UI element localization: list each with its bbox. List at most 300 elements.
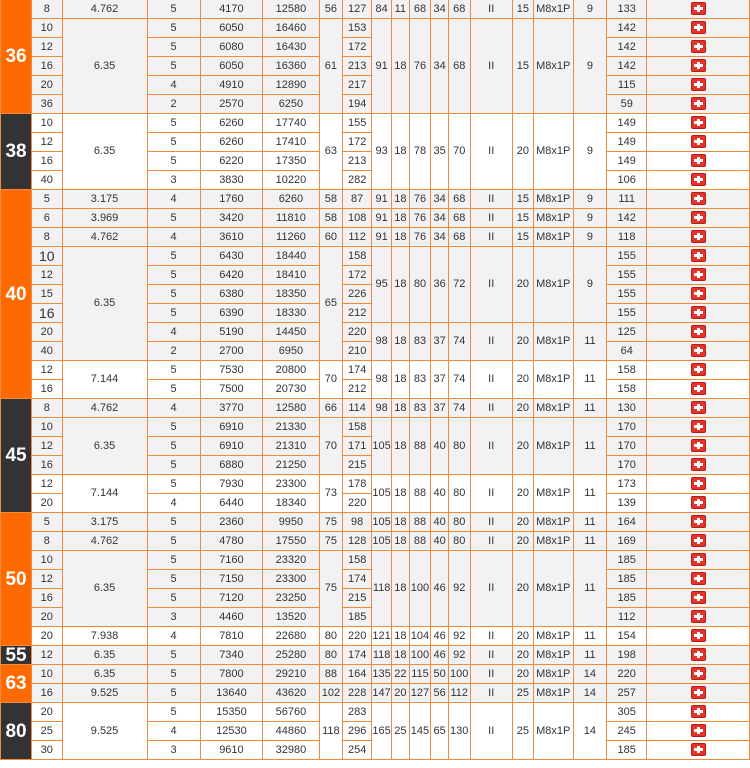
cell-c7: 102	[319, 684, 343, 703]
table-row	[1, 551, 750, 570]
cart-add-icon[interactable]	[691, 648, 706, 661]
cart-add-icon[interactable]	[691, 401, 706, 414]
cell-c18: 149	[607, 152, 647, 171]
cell-c11: 100	[409, 646, 431, 665]
table-row	[1, 665, 750, 684]
cell-c14: II	[470, 323, 512, 361]
cell-c12: 34	[431, 209, 449, 228]
cell-c15: 20	[512, 247, 533, 323]
cell-dyn: 6390	[200, 304, 263, 323]
cell-c12: 40	[431, 532, 449, 551]
add-to-cart-button[interactable]	[647, 513, 750, 532]
cell-c18: 142	[607, 38, 647, 57]
cell-stat: 12580	[263, 399, 319, 418]
cell-stat: 14450	[263, 323, 319, 342]
cell-c8: 254	[343, 741, 372, 760]
add-to-cart-button[interactable]	[647, 285, 750, 304]
cell-thread: M8x1P	[533, 627, 573, 646]
cell-shaft_d: 8	[32, 532, 63, 551]
add-to-cart-button[interactable]	[647, 361, 750, 380]
cell-shaft_d: 12	[32, 437, 63, 456]
add-to-cart-button[interactable]	[647, 95, 750, 114]
cell-ball: 6.35	[62, 19, 147, 114]
cart-add-icon[interactable]	[691, 743, 706, 756]
cell-shaft_d: 16	[32, 684, 63, 703]
cell-thread: M8x1P	[533, 475, 573, 513]
cell-c18: 198	[607, 646, 647, 665]
cell-c9: 98	[372, 323, 392, 361]
cell-c18: 170	[607, 437, 647, 456]
cell-stat: 29210	[263, 665, 319, 684]
cell-c15: 20	[512, 627, 533, 646]
cell-stat: 22680	[263, 627, 319, 646]
cell-stat: 16430	[263, 38, 319, 57]
cart-add-icon[interactable]	[691, 667, 706, 680]
cell-c18: 155	[607, 285, 647, 304]
cell-c18: 164	[607, 513, 647, 532]
add-to-cart-button[interactable]	[647, 494, 750, 513]
cell-c15: 15	[512, 0, 533, 19]
cell-c12: 65	[431, 703, 449, 760]
cell-c9: 105	[372, 418, 392, 475]
add-to-cart-button[interactable]	[647, 247, 750, 266]
cell-shaft_d: 16	[32, 380, 63, 399]
cell-c14: II	[470, 646, 512, 665]
cell-dyn: 6260	[200, 114, 263, 133]
add-to-cart-button[interactable]	[647, 323, 750, 342]
add-to-cart-button[interactable]	[647, 399, 750, 418]
cell-dyn: 3610	[200, 228, 263, 247]
cell-c11: 88	[409, 513, 431, 532]
table-row	[1, 361, 750, 380]
cell-circuits: 4	[147, 627, 200, 646]
add-to-cart-button[interactable]	[647, 627, 750, 646]
cell-c18: 111	[607, 190, 647, 209]
cell-c7: 70	[319, 361, 343, 399]
add-to-cart-button[interactable]	[647, 76, 750, 95]
cell-c9: 84	[372, 0, 392, 19]
cell-c8: 226	[343, 285, 372, 304]
table-row	[1, 684, 750, 703]
cart-add-icon[interactable]	[691, 97, 706, 110]
cell-c12: 34	[431, 190, 449, 209]
add-to-cart-button[interactable]	[647, 646, 750, 665]
cell-c17: 9	[573, 247, 607, 323]
cell-c13: 100	[448, 665, 470, 684]
cell-circuits: 5	[147, 570, 200, 589]
cell-shaft_d: 12	[32, 570, 63, 589]
cell-stat: 11260	[263, 228, 319, 247]
cart-add-icon[interactable]	[691, 363, 706, 376]
add-to-cart-button[interactable]	[647, 171, 750, 190]
cart-add-icon[interactable]	[691, 629, 706, 642]
cell-c13: 68	[448, 190, 470, 209]
cell-ball: 6.35	[62, 114, 147, 190]
add-to-cart-button[interactable]	[647, 190, 750, 209]
add-to-cart-button[interactable]	[647, 266, 750, 285]
cell-c18: 142	[607, 57, 647, 76]
add-to-cart-button[interactable]	[647, 665, 750, 684]
cell-c8: 215	[343, 456, 372, 475]
add-to-cart-button[interactable]	[647, 342, 750, 361]
cell-circuits: 5	[147, 437, 200, 456]
cell-c9: 165	[372, 703, 392, 760]
add-to-cart-button[interactable]	[647, 532, 750, 551]
cell-shaft_d: 12	[32, 475, 63, 494]
cell-shaft_d: 6	[32, 209, 63, 228]
cell-c9: 98	[372, 399, 392, 418]
add-to-cart-button[interactable]	[647, 133, 750, 152]
cell-c15: 15	[512, 228, 533, 247]
cell-shaft_d: 20	[32, 494, 63, 513]
cell-c17: 11	[573, 532, 607, 551]
cart-add-icon[interactable]	[691, 230, 706, 243]
add-to-cart-button[interactable]	[647, 0, 750, 19]
cell-c10: 18	[392, 418, 410, 475]
cart-add-icon[interactable]	[691, 306, 706, 319]
cell-c9: 147	[372, 684, 392, 703]
cart-add-icon[interactable]	[691, 344, 706, 357]
cell-dyn: 6910	[200, 437, 263, 456]
cell-c10: 18	[392, 361, 410, 399]
cell-c8: 128	[343, 532, 372, 551]
cell-c8: 174	[343, 570, 372, 589]
cart-add-icon[interactable]	[691, 2, 706, 15]
add-to-cart-button[interactable]	[647, 228, 750, 247]
cell-ball: 4.762	[62, 228, 147, 247]
shaft-size-group: 55	[1, 646, 32, 665]
cell-c8: 172	[343, 38, 372, 57]
cell-circuits: 5	[147, 703, 200, 722]
cell-circuits: 4	[147, 76, 200, 95]
cart-add-icon[interactable]	[691, 610, 706, 623]
cell-c14: II	[470, 418, 512, 475]
cell-dyn: 6050	[200, 19, 263, 38]
cart-add-icon[interactable]	[691, 192, 706, 205]
cell-c15: 20	[512, 646, 533, 665]
cell-circuits: 2	[147, 95, 200, 114]
cell-thread: M8x1P	[533, 646, 573, 665]
cart-add-icon[interactable]	[691, 59, 706, 72]
cart-add-icon[interactable]	[691, 40, 706, 53]
cell-c8: 164	[343, 665, 372, 684]
cart-add-icon[interactable]	[691, 591, 706, 604]
cell-shaft_d: 16	[32, 589, 63, 608]
add-to-cart-button[interactable]	[647, 114, 750, 133]
add-to-cart-button[interactable]	[647, 570, 750, 589]
cell-c18: 149	[607, 133, 647, 152]
cell-c13: 72	[448, 247, 470, 323]
cell-stat: 44860	[263, 722, 319, 741]
cell-stat: 23300	[263, 570, 319, 589]
cell-dyn: 7930	[200, 475, 263, 494]
cell-circuits: 3	[147, 608, 200, 627]
add-to-cart-button[interactable]	[647, 380, 750, 399]
cart-add-icon[interactable]	[691, 211, 706, 224]
shaft-size-group: 38	[1, 114, 32, 190]
add-to-cart-button[interactable]	[647, 209, 750, 228]
add-to-cart-button[interactable]	[647, 589, 750, 608]
add-to-cart-button[interactable]	[647, 684, 750, 703]
cell-c14: II	[470, 114, 512, 190]
cell-c9: 118	[372, 646, 392, 665]
shaft-size-group: 45	[1, 399, 32, 513]
cart-add-icon[interactable]	[691, 382, 706, 395]
cell-dyn: 6880	[200, 456, 263, 475]
cart-add-icon[interactable]	[691, 553, 706, 566]
table-row	[1, 475, 750, 494]
cart-add-icon[interactable]	[691, 135, 706, 148]
cart-add-icon[interactable]	[691, 268, 706, 281]
cell-c18: 185	[607, 551, 647, 570]
cell-c11: 88	[409, 532, 431, 551]
cell-stat: 16360	[263, 57, 319, 76]
cell-c8: 217	[343, 76, 372, 95]
cell-c8: 220	[343, 494, 372, 513]
cell-c14: II	[470, 703, 512, 760]
cell-c15: 20	[512, 323, 533, 361]
cell-circuits: 5	[147, 38, 200, 57]
table-row	[1, 399, 750, 418]
cell-c7: 60	[319, 228, 343, 247]
cell-shaft_d: 12	[32, 361, 63, 380]
cell-stat: 32980	[263, 741, 319, 760]
cell-circuits: 5	[147, 0, 200, 19]
cell-c9: 91	[372, 19, 392, 114]
cell-circuits: 5	[147, 304, 200, 323]
cell-shaft_d: 5	[32, 513, 63, 532]
cart-add-icon[interactable]	[691, 439, 706, 452]
cell-c12: 34	[431, 19, 449, 114]
cell-c14: II	[470, 513, 512, 532]
cell-thread: M8x1P	[533, 323, 573, 361]
cell-circuits: 5	[147, 456, 200, 475]
cell-c13: 92	[448, 646, 470, 665]
table-row	[1, 513, 750, 532]
cart-add-icon[interactable]	[691, 78, 706, 91]
cell-stat: 20730	[263, 380, 319, 399]
cell-c11: 83	[409, 361, 431, 399]
cell-ball: 6.35	[62, 247, 147, 361]
cell-shaft_d: 16	[32, 304, 63, 323]
add-to-cart-button[interactable]	[647, 551, 750, 570]
cart-add-icon[interactable]	[691, 287, 706, 300]
cell-c14: II	[470, 665, 512, 684]
cell-dyn: 4780	[200, 532, 263, 551]
cart-add-icon[interactable]	[691, 534, 706, 547]
cell-circuits: 4	[147, 228, 200, 247]
cell-c13: 68	[448, 228, 470, 247]
cell-c18: 139	[607, 494, 647, 513]
cell-circuits: 4	[147, 494, 200, 513]
cell-c17: 9	[573, 19, 607, 114]
cell-circuits: 4	[147, 190, 200, 209]
cell-c18: 130	[607, 399, 647, 418]
cell-c15: 25	[512, 684, 533, 703]
cell-thread: M8x1P	[533, 513, 573, 532]
add-to-cart-button[interactable]	[647, 418, 750, 437]
cell-c8: 178	[343, 475, 372, 494]
cell-circuits: 4	[147, 323, 200, 342]
cell-c13: 68	[448, 0, 470, 19]
cell-thread: M8x1P	[533, 0, 573, 19]
cart-add-icon[interactable]	[691, 116, 706, 129]
cell-thread: M8x1P	[533, 114, 573, 190]
cell-c8: 296	[343, 722, 372, 741]
add-to-cart-button[interactable]	[647, 722, 750, 741]
cell-c14: II	[470, 551, 512, 627]
add-to-cart-button[interactable]	[647, 19, 750, 38]
cart-add-icon[interactable]	[691, 458, 706, 471]
cell-c14: II	[470, 532, 512, 551]
cell-c18: 185	[607, 589, 647, 608]
cell-dyn: 7120	[200, 589, 263, 608]
table-row	[1, 646, 750, 665]
cell-stat: 17350	[263, 152, 319, 171]
cell-shaft_d: 20	[32, 323, 63, 342]
cart-add-icon[interactable]	[691, 21, 706, 34]
cell-stat: 23300	[263, 475, 319, 494]
cart-add-icon[interactable]	[691, 515, 706, 528]
cell-dyn: 12530	[200, 722, 263, 741]
cell-c10: 25	[392, 703, 410, 760]
cell-c17: 14	[573, 703, 607, 760]
cell-c17: 9	[573, 228, 607, 247]
cell-c18: 155	[607, 247, 647, 266]
cell-stat: 6250	[263, 95, 319, 114]
cell-c18: 170	[607, 456, 647, 475]
cell-c10: 18	[392, 475, 410, 513]
cell-circuits: 5	[147, 285, 200, 304]
cell-c15: 20	[512, 665, 533, 684]
cell-c12: 46	[431, 646, 449, 665]
cell-thread: M8x1P	[533, 19, 573, 114]
table-row	[1, 114, 750, 133]
cell-c13: 112	[448, 684, 470, 703]
cell-c17: 11	[573, 646, 607, 665]
cell-c14: II	[470, 475, 512, 513]
cell-c8: 210	[343, 342, 372, 361]
cell-ball: 7.144	[62, 361, 147, 399]
add-to-cart-button[interactable]	[647, 608, 750, 627]
add-to-cart-button[interactable]	[647, 304, 750, 323]
cell-shaft_d: 20	[32, 703, 63, 722]
add-to-cart-button[interactable]	[647, 437, 750, 456]
cell-c9: 91	[372, 190, 392, 209]
cell-c11: 76	[409, 209, 431, 228]
cell-stat: 6950	[263, 342, 319, 361]
cell-c8: 158	[343, 551, 372, 570]
cell-c11: 68	[409, 0, 431, 19]
add-to-cart-button[interactable]	[647, 152, 750, 171]
cell-c13: 80	[448, 475, 470, 513]
cell-c9: 93	[372, 114, 392, 190]
cell-c11: 100	[409, 551, 431, 627]
cart-add-icon[interactable]	[691, 477, 706, 490]
cell-c17: 14	[573, 684, 607, 703]
cell-c7: 65	[319, 247, 343, 361]
cell-shaft_d: 12	[32, 133, 63, 152]
cell-dyn: 6910	[200, 418, 263, 437]
cell-c18: 154	[607, 627, 647, 646]
cell-dyn: 7160	[200, 551, 263, 570]
cart-add-icon[interactable]	[691, 686, 706, 699]
cell-c18: 155	[607, 304, 647, 323]
cell-c18: 185	[607, 741, 647, 760]
cart-add-icon[interactable]	[691, 496, 706, 509]
add-to-cart-button[interactable]	[647, 741, 750, 760]
cell-c7: 80	[319, 627, 343, 646]
cell-shaft_d: 12	[32, 646, 63, 665]
cart-add-icon[interactable]	[691, 572, 706, 585]
cell-stat: 18330	[263, 304, 319, 323]
cell-dyn: 6440	[200, 494, 263, 513]
cart-add-icon[interactable]	[691, 705, 706, 718]
cell-c18: 106	[607, 171, 647, 190]
cell-c11: 76	[409, 190, 431, 209]
cell-c7: 66	[319, 399, 343, 418]
cell-shaft_d: 10	[32, 114, 63, 133]
cell-shaft_d: 20	[32, 76, 63, 95]
cell-c17: 9	[573, 0, 607, 19]
cell-circuits: 5	[147, 209, 200, 228]
cell-c17: 9	[573, 190, 607, 209]
cell-circuits: 5	[147, 684, 200, 703]
cart-add-icon[interactable]	[691, 173, 706, 186]
cell-c18: 173	[607, 475, 647, 494]
cell-c8: 194	[343, 95, 372, 114]
cell-c11: 83	[409, 323, 431, 361]
cell-c8: 185	[343, 608, 372, 627]
cart-add-icon[interactable]	[691, 325, 706, 338]
cell-c12: 46	[431, 627, 449, 646]
cell-c13: 92	[448, 551, 470, 627]
cell-c10: 18	[392, 551, 410, 627]
cell-c10: 18	[392, 323, 410, 361]
cell-c18: 115	[607, 76, 647, 95]
add-to-cart-button[interactable]	[647, 703, 750, 722]
cell-dyn: 2700	[200, 342, 263, 361]
cell-ball: 6.35	[62, 665, 147, 684]
cell-c15: 15	[512, 190, 533, 209]
cell-c10: 18	[392, 228, 410, 247]
cell-c7: 80	[319, 646, 343, 665]
cell-c10: 22	[392, 665, 410, 684]
add-to-cart-button[interactable]	[647, 475, 750, 494]
add-to-cart-button[interactable]	[647, 456, 750, 475]
cell-c10: 18	[392, 209, 410, 228]
cell-dyn: 7800	[200, 665, 263, 684]
cart-add-icon[interactable]	[691, 420, 706, 433]
cell-c9: 121	[372, 627, 392, 646]
cell-c8: 112	[343, 228, 372, 247]
cart-add-icon[interactable]	[691, 724, 706, 737]
cell-ball: 6.35	[62, 646, 147, 665]
cell-c10: 18	[392, 114, 410, 190]
add-to-cart-button[interactable]	[647, 57, 750, 76]
cell-c13: 74	[448, 399, 470, 418]
cell-c10: 11	[392, 0, 410, 19]
add-to-cart-button[interactable]	[647, 38, 750, 57]
cell-stat: 9950	[263, 513, 319, 532]
cell-c11: 115	[409, 665, 431, 684]
cell-c17: 11	[573, 399, 607, 418]
cell-c18: 185	[607, 570, 647, 589]
shaft-size-group: 80	[1, 703, 32, 760]
cell-c15: 20	[512, 114, 533, 190]
cart-add-icon[interactable]	[691, 154, 706, 167]
cart-add-icon[interactable]	[691, 249, 706, 262]
